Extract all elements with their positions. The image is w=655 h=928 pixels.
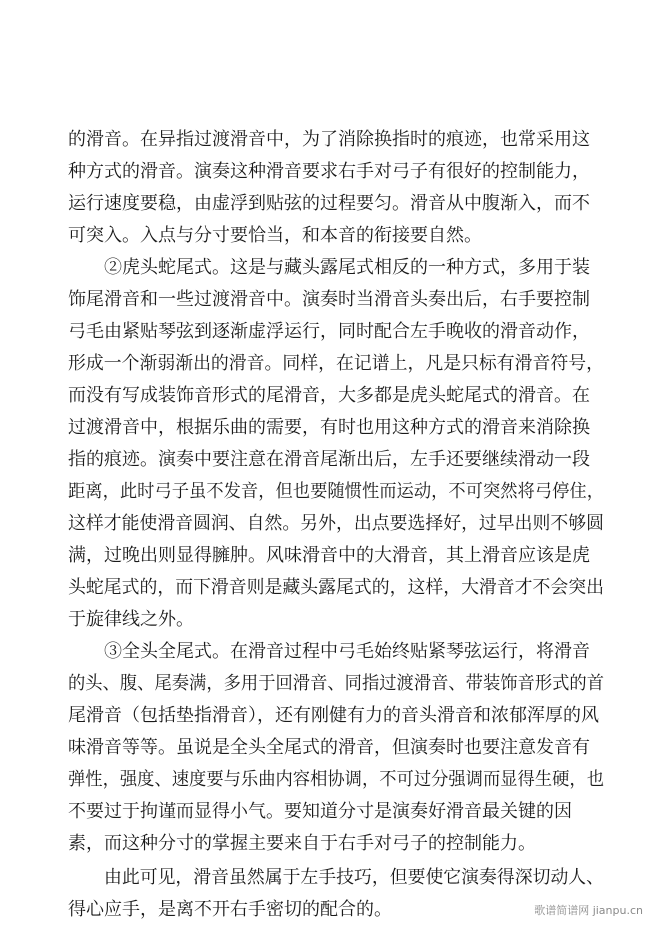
text-line [0,700,655,732]
text-line [0,764,655,796]
line-text: 的头、腹、尾奏满，多用于回滑音、同指过渡滑音、带装饰音形式的首 [68,673,605,694]
line-text: 于旋律线之外。 [68,609,194,630]
line-text: 不要过于拘谨而显得小气。要知道分寸是演奏好滑音最关键的因 [68,801,572,822]
line-text: 种方式的滑音。演奏这种滑音要求右手对弓子有很好的控制能力， [68,161,590,182]
line-text: 指的痕迹。演奏中要注意在滑音尾渐出后，左手还要继续滑动一段 [68,449,590,470]
text-line [0,828,655,860]
line-text: ③全头全尾式。在滑音过程中弓毛始终贴紧琴弦运行，将滑音 [104,641,590,662]
text-line [0,732,655,764]
text-line [0,604,655,636]
text-line [0,220,655,252]
paragraph-first-line [0,252,655,284]
watermark-text: 歌谱简谱网 jianpu.cn [534,904,643,917]
paragraph-first-line [0,636,655,668]
line-text: 弓毛由紧贴琴弦到逐渐虚浮运行，同时配合左手晚收的滑音动作， [68,321,590,342]
line-text: 形成一个渐弱渐出的滑音。同样，在记谱上，凡是只标有滑音符号， [68,353,605,374]
line-text: 得心应手，是离不开右手密切的配合的。 [68,899,392,920]
line-text: ②虎头蛇尾式。这是与藏头露尾式相反的一种方式，多用于装 [104,257,590,278]
text-line [0,348,655,380]
line-text: 头蛇尾式的，而下滑音则是藏头露尾式的，这样，大滑音才不会突出 [68,577,605,598]
text-line [0,444,655,476]
line-text: 运行速度要稳，由虚浮到贴弦的过程要匀。滑音从中腹渐入，而不 [68,193,590,214]
line-text: 的滑音。在异指过渡滑音中，为了消除换指时的痕迹，也常采用这 [68,129,590,150]
line-text: 过渡滑音中，根据乐曲的需要，有时也用这种方式的滑音来消除换 [68,417,590,438]
text-line [0,412,655,444]
line-text: 而没有写成装饰音形式的尾滑音，大多都是虎头蛇尾式的滑音。在 [68,385,590,406]
text-line [0,380,655,412]
text-line [0,668,655,700]
text-line [0,124,655,156]
text-line [0,476,655,508]
line-text: 这样才能使滑音圆润、自然。另外，出点要选择好，过早出则不够圆 [68,513,605,534]
text-line [0,508,655,540]
line-text: 可突入。入点与分寸要恰当，和本音的衔接要自然。 [68,225,482,246]
text-line [0,796,655,828]
paragraph-first-line [0,862,655,894]
text-line [0,540,655,572]
line-text: 饰尾滑音和一些过渡滑音中。演奏时当滑音头奏出后，右手要控制 [68,289,590,310]
text-line [0,572,655,604]
line-text: 味滑音等等。虽说是全头全尾式的滑音，但演奏时也要注意发音有 [68,737,590,758]
line-text: 弹性，强度、速度要与乐曲内容相协调，不可过分强调而显得生硬，也 [68,769,605,790]
line-text: 距离，此时弓子虽不发音，但也要随惯性而运动，不可突然将弓停住， [68,481,605,502]
text-line [0,188,655,220]
text-line [0,284,655,316]
line-text: 由此可见，滑音虽然属于左手技巧，但要使它演奏得深切动人、 [104,867,605,888]
line-text: 素，而这种分寸的掌握主要来自于右手对弓子的控制能力。 [68,833,536,854]
text-line [0,316,655,348]
line-text: 尾滑音（包括垫指滑音），还有刚健有力的音头滑音和浓郁浑厚的风 [68,705,599,726]
text-line [0,156,655,188]
line-text: 满，过晚出则显得臃肿。风味滑音中的大滑音，其上滑音应该是虎 [68,545,590,566]
